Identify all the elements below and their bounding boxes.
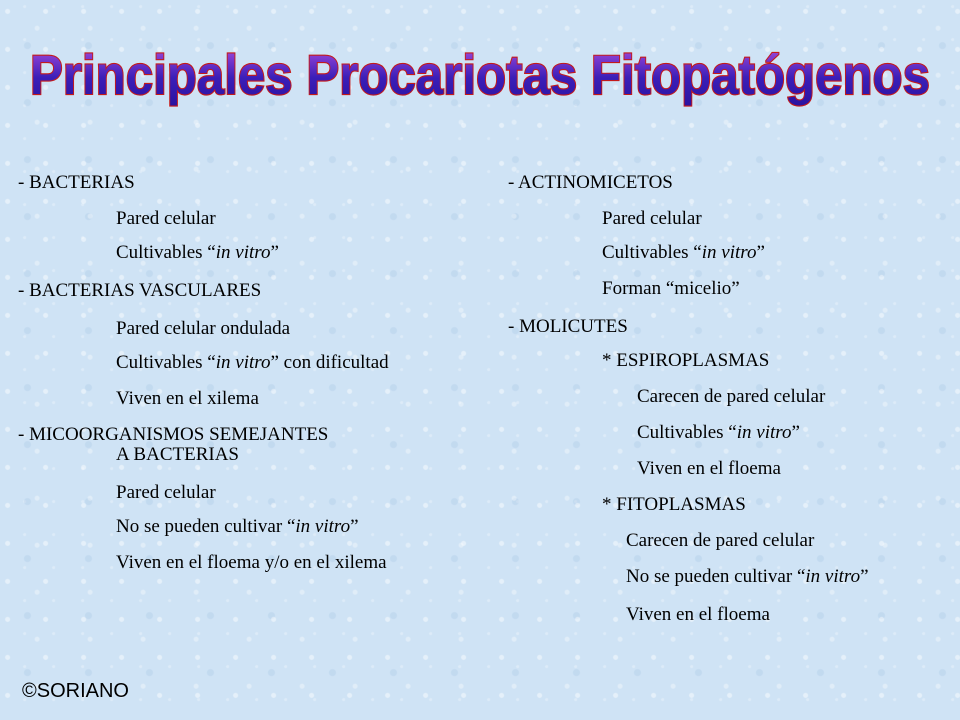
section-molicutes-heading bbox=[508, 316, 628, 337]
bullet-dash: - bbox=[18, 424, 30, 445]
text-italic: in vitro bbox=[215, 242, 271, 263]
slide-title bbox=[0, 36, 960, 116]
text-italic: in vitro bbox=[736, 422, 792, 443]
espiroplasmas-item-pared: Carecen de pared celular bbox=[637, 386, 826, 407]
bullet-dash: - bbox=[508, 316, 520, 337]
text-prefix: Cultivables “ bbox=[602, 242, 702, 263]
section-bacterias-heading bbox=[18, 172, 135, 193]
heading-text: MICOORGANISMOS SEMEJANTES bbox=[29, 424, 329, 445]
text-prefix: Cultivables “ bbox=[116, 352, 216, 373]
micoorganismos-item-pared: Pared celular bbox=[116, 482, 216, 503]
vasculares-item-cultivables bbox=[116, 352, 389, 373]
copyright-icon: © bbox=[22, 680, 37, 702]
text-suffix: ” bbox=[350, 516, 359, 537]
text-prefix: Cultivables “ bbox=[116, 242, 216, 263]
text-prefix: No se pueden cultivar “ bbox=[116, 516, 296, 537]
bullet-dash: - bbox=[508, 172, 519, 193]
text-suffix: ” bbox=[791, 422, 800, 443]
section-actinomicetos-heading bbox=[508, 172, 673, 193]
espiroplasmas-item-viven: Viven en el floema bbox=[637, 458, 781, 479]
fitoplasmas-item-viven: Viven en el floema bbox=[626, 604, 770, 625]
heading-text: BACTERIAS VASCULARES bbox=[29, 280, 262, 301]
vasculares-item-viven: Viven en el xilema bbox=[116, 388, 259, 409]
text-prefix: No se pueden cultivar “ bbox=[626, 566, 806, 587]
slide-title-graphic bbox=[10, 36, 950, 116]
vasculares-item-pared: Pared celular ondulada bbox=[116, 318, 291, 339]
actinomicetos-item-pared: Pared celular bbox=[602, 208, 702, 229]
bacterias-item-pared: Pared celular bbox=[116, 208, 216, 229]
bacterias-item-cultivables bbox=[116, 242, 279, 263]
text-suffix: ” bbox=[860, 566, 869, 587]
text-italic: in vitro bbox=[805, 566, 861, 587]
heading-text: ACTINOMICETOS bbox=[518, 172, 673, 193]
section-bacterias-vasculares-heading bbox=[18, 280, 261, 301]
text-italic: in vitro bbox=[295, 516, 351, 537]
micoorganismos-item-viven: Viven en el floema y/o en el xilema bbox=[116, 552, 387, 573]
actinomicetos-item-micelio: Forman “micelio” bbox=[602, 278, 740, 299]
slide-title-text: Principales Procariotas Fitopatógenos bbox=[30, 43, 930, 106]
bullet-dash: - bbox=[18, 172, 30, 193]
copyright-text: SORIANO bbox=[36, 680, 129, 702]
fitoplasmas-item-cultivar bbox=[626, 566, 869, 587]
text-suffix: ” con dificultad bbox=[270, 352, 389, 373]
heading-text: MOLICUTES bbox=[519, 316, 628, 337]
copyright-footer bbox=[22, 680, 129, 703]
micoorganismos-item-cultivar bbox=[116, 516, 359, 537]
text-suffix: ” bbox=[270, 242, 279, 263]
espiroplasmas-item-cultivables bbox=[637, 422, 800, 443]
fitoplasmas-item-pared: Carecen de pared celular bbox=[626, 530, 815, 551]
heading-text: BACTERIAS bbox=[29, 172, 135, 193]
bullet-dash: - bbox=[18, 280, 30, 301]
text-prefix: Cultivables “ bbox=[637, 422, 737, 443]
espiroplasmas-heading: * ESPIROPLASMAS bbox=[602, 350, 770, 371]
text-suffix: ” bbox=[756, 242, 765, 263]
fitoplasmas-heading: * FITOPLASMAS bbox=[602, 494, 746, 515]
actinomicetos-item-cultivables bbox=[602, 242, 765, 263]
section-micoorganismos-heading bbox=[18, 424, 328, 445]
micoorganismos-heading-line2: A BACTERIAS bbox=[116, 444, 239, 465]
text-italic: in vitro bbox=[215, 352, 271, 373]
text-italic: in vitro bbox=[701, 242, 757, 263]
